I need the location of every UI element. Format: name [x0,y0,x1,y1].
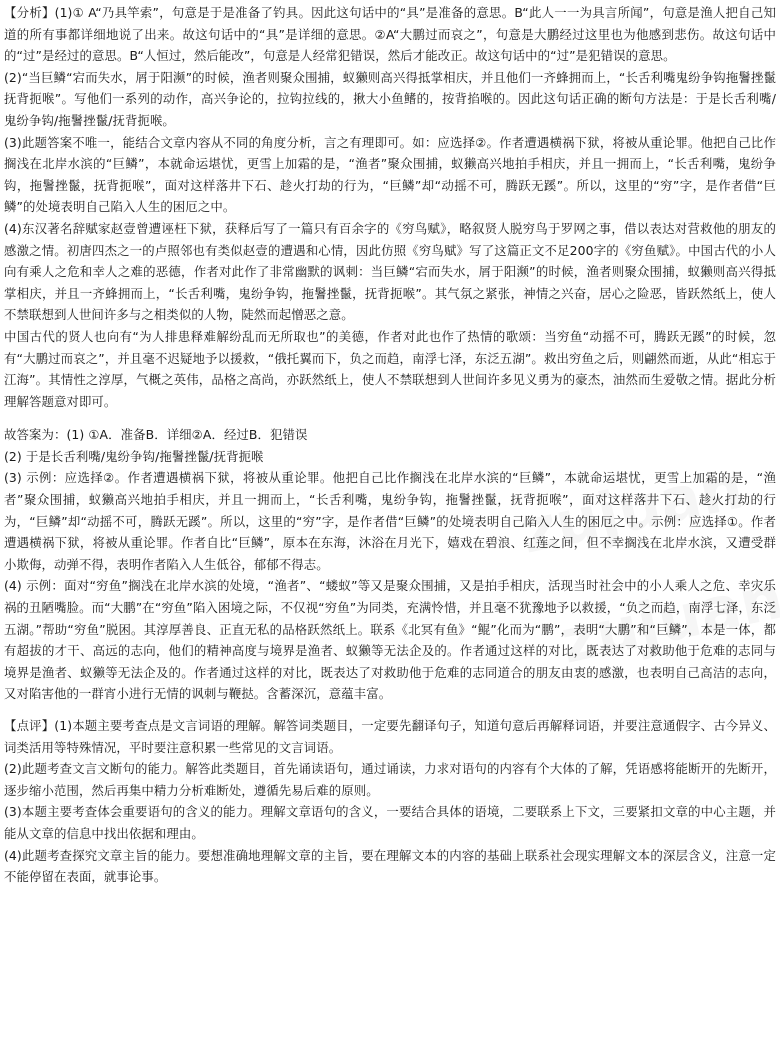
answer-line-4: (4) 示例：面对“穷鱼”搁浅在北岸水滨的处境，“渔者”、“蝼蚁”等又是聚众围捕，又是拍手相庆，活现当时社会中的小人乘人之危、幸灾乐祸的丑陋嘴脸。而“大鹏”在“穷鱼”陷入困境之际，不仅视“穷鱼”为同类，充满怜惜，并且毫不犹豫地予以救援，“负之而趋，南浮七泽，东泛五湖。”帮助“穷鱼”脱困。其淳厚善良、正直无私的品格跃然纸上。联系《北冥有鱼》“鲲”化而为“鹏”，表明“大鹏”和“巨鳞”，本是一体，都有超拔的才干、高远的志向，他们的精神高度与境界是渔者、蚁獭等无法企及的。作者通过这样的对比，既表达了对救助他于危难的志同与境界是渔者、蚁獭等无法企及的。作者通过这样的对比，既表达了对救助他于危难的志同道合的朋友由衷的感激，也表明自己高洁的志向，又对陷害他的一群宵小进行无情的讽刺与鞭挞。含蓄深沉，意蕴丰富。 [4,578,776,702]
analysis-text: (1)① A“乃具竿索”，句意是于是准备了钓具。因此这句话中的“具”是准备的意思。B“此人一一为具言所闻”，句意是渔人把自己知道的所有事都详细地说了出来。故这句话中的“具”是详细的意思。②A“大鹏过而哀之”，句意是大鹏经过这里也为他感到悲伤。故这句话中的“过”是经过的意思。B“人恒过，然后能改”，句意是人经常犯错误，然后才能改正。故这句话中的“过”是犯错误的意思。 [4,5,776,64]
answer-line-3: (3) 示例：应选择②。作者遭遇横祸下狱，将被从重论罪。他把自己比作搁浅在北岸水滨的“巨鳞”，本就命运堪忧，更雪上加霜的是，“渔者”聚众围捕，蚁獭高兴地拍手相庆，并且一拥而上，“长舌利嘴，鬼纷争钩，拖鬐挫鬣，抚背扼喉”，面对这样落井下石、趁火打劫的行为，“巨鳞”却“动摇不可，腾跃无蹊”。所以，这里的“穷”字，是作者借“巨鳞”的处境表明自己陷入人生的困厄之中。示例：应选择①。作者遭遇横祸下狱，将被从重论罪。作者自比“巨鳞”，原本在东海，沐浴在月光下，嬉戏在碧浪、红莲之间，但不幸搁浅在北岸水滨，又遭受群小欺侮，动弹不得，表明作者陷入人生低谷，郁郁不得志。 [4,470,776,572]
comment-item-4: (4)此题考查探究文章主旨的能力。要想准确地理解文章的主旨，要在理解文本的内容的基础上联系社会现实理解文本的深层含义，注意一定不能停留在表面，就事论事。 [4,847,776,885]
analysis-item-3: (3)此题答案不唯一，能结合文章内容从不同的角度分析，言之有理即可。如：应选择②。作者遭遇横祸下狱，将被从重论罪。他把自己比作搁浅在北岸水滨的“巨鳞”，本就命运堪忧，更雪上加霜的是，“渔者”聚众围捕，蚁獭高兴地拍手相庆，并且一拥而上，“长舌利嘴，鬼纷争钩，拖鬐挫鬣，抚背扼喉”，面对这样落井下石、趁火打劫的行为，“巨鳞”却“动摇不可，腾跃无蹊”。所以，这里的“穷”字，是作者借“巨鳞”的处境表明自己陷入人生的困厄之中。 [4,134,776,215]
comment-item-1 [4,715,776,758]
comment-text: (1)本题主要考查点是文言词语的理解。解答词类题目，一定要先翻译句子，知道句意后再解释词语，并要注意通假字、古今异义、词类活用等特殊情况，平时要注意积累一些常见的文言词语。 [4,718,776,755]
answer-line-2: (2) 于是长舌利嘴/鬼纷争钩/拖鬐挫鬣/抚背扼喉 [4,448,264,464]
analysis-item-2: (2)“当巨鳞“宕而失水，屑于阳濒”的时候，渔者则聚众围捕，蚁獭则高兴得抵掌相庆，并且他们一齐蜂拥而上，“长舌利嘴鬼纷争钩拖鬐挫鬣抚背扼喉”。写他们一系列的动作，高兴争论的，拉钩拉线的，揪大小鱼鳍的，按背掐喉的。因此这句话正确的断句方法是：于是长舌利嘴/鬼纷争钩/拖鬐挫鬣/抚背扼喉。 [4,69,776,128]
answer-line-1: 故答案为：(1) ①A．准备B．详细②A．经过B．犯错误 [4,427,308,443]
answer-section [4,424,776,705]
comment-tag: 【点评】 [4,718,55,733]
analysis-item-4: (4)东汉著名辞赋家赵壹曾遭诬枉下狱，获释后写了一篇只有百余字的《穷鸟赋》，略叙贤人脱穷鸟于罗网之事，借以表达对营救他的朋友的感激之情。初唐四杰之一的卢照邻也有类似赵壹的遭遇和心情，因此仿照《穷鸟赋》写了这篇正文不足200字的《穷鱼赋》。中国古代的小人向有乘人之危和幸人之难的恶德，作者对此作了非常幽默的讽刺：当巨鳞“宕而失水，屑于阳濒”的时候，渔者则聚众围捕，蚁獭则高兴得抵掌相庆，并且一齐蜂拥而上，“长舌利嘴，鬼纷争钩，拖鬐挫鬣，抚背扼喉”。其气氛之紧张，神情之兴奋，居心之险恶，皆跃然纸上，使人不禁联想到人世间许多与之相类似的人物，陡然而起憎恶之意。 [4,220,776,323]
comment-section [4,715,776,888]
analysis-item-1 [4,2,776,67]
comment-item-3: (3)本题主要考查体会重要语句的含义的能力。理解文章语句的含义，一要结合具体的语境，二要联系上下文，三要紧扣文章的中心主题，并能从文章的信息中找出依据和理由。 [4,804,776,841]
analysis-item-5: 中国古代的贤人也向有“为人排患释难解纷乱而无所取也”的美德，作者对此也作了热情的歌颂：当穷鱼“动摇不可，腾跃无蹊”的时候，忽有“大鹏过而哀之”，并且毫不迟疑地予以援救，“俄托翼而下，负之而趋，南浮七泽，东泛五湖”。救出穷鱼之后，则翩然而逝，从此“相忘于江海”。其情性之淳厚，气概之英伟，品格之高尚，亦跃然纸上，使人不禁联想到人世间许多见义勇为的豪杰，油然而生爱敬之情。据此分析理解答题意对即可。 [4,328,776,409]
comment-item-2: (2)此题考查文言文断句的能力。解答此类题目，首先诵读语句，通过诵读，力求对语句的内容有个大体的了解，凭语感将能断开的先断开，逐步缩小范围，然后再集中精力分析难断处，遵循先易后难的原则。 [4,761,776,798]
analysis-tag: 【分析】 [4,5,55,20]
analysis-section [4,2,776,412]
spacer [4,412,776,424]
spacer [4,705,776,715]
